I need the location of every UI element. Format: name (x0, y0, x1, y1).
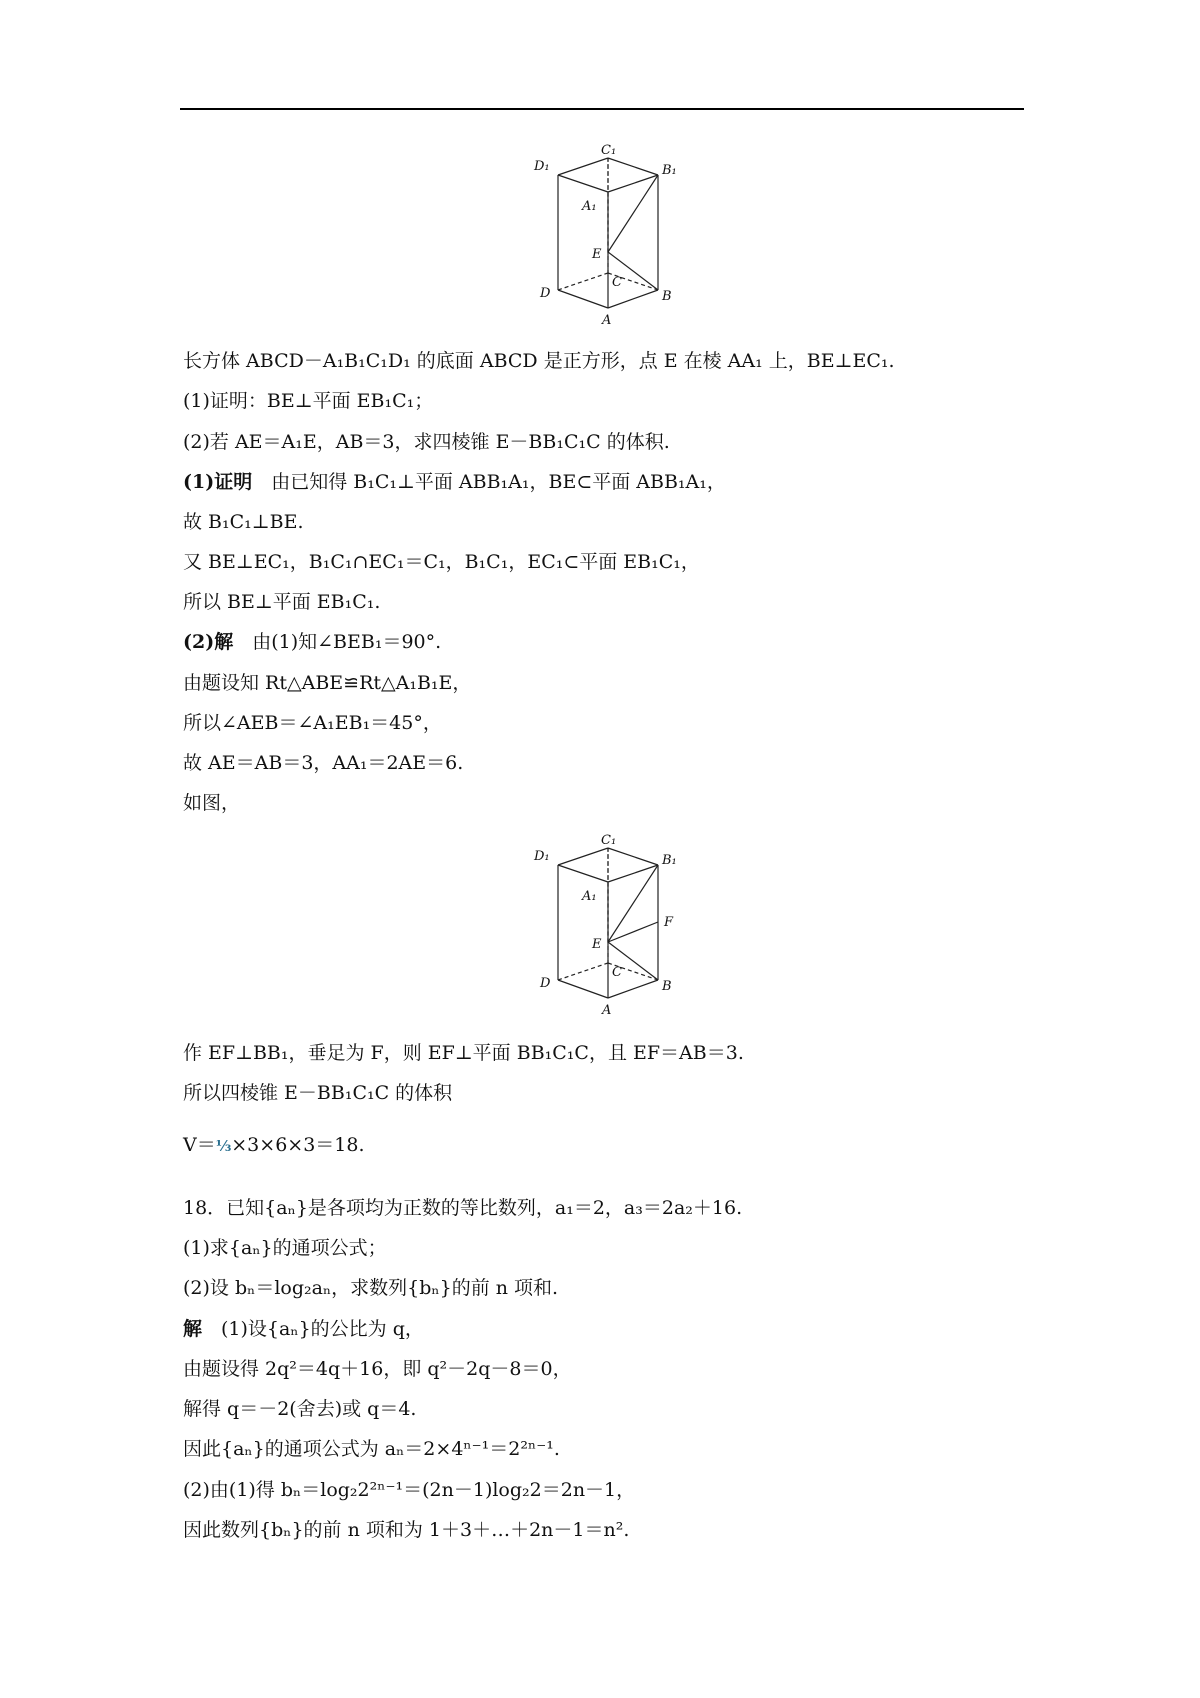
volume-formula (183, 1133, 365, 1158)
line-text: (1)证明：BE⊥平面 EB₁C₁； (183, 390, 434, 412)
header-rule (180, 108, 1024, 110)
label-f: F (664, 915, 674, 930)
label-b: B (662, 979, 672, 994)
solution-line-3 (183, 711, 442, 735)
line-text: 故 B₁C₁⊥BE. (183, 511, 304, 533)
proof-line-2 (183, 510, 304, 534)
label-a: A (602, 313, 612, 328)
label-c1: C₁ (601, 833, 617, 848)
proof-line-4 (183, 590, 380, 614)
p18-solution-line-2 (183, 1357, 572, 1381)
line-text: 由题设得 2q²＝4q＋16，即 q²－2q－8＝0， (183, 1358, 572, 1380)
line-text: (2)由(1)得 bₙ＝log₂2²ⁿ⁻¹＝(2n－1)log₂2＝2n－1， (183, 1479, 636, 1501)
proof-heading: (1)证明 (183, 471, 253, 493)
line-text: (2)设 bₙ＝log₂aₙ，求数列{bₙ}的前 n 项和. (183, 1277, 559, 1299)
line-text: 长方体 ABCD－A₁B₁C₁D₁ 的底面 ABCD 是正方形，点 E 在棱 AA₁ 上，BE⊥EC₁. (183, 350, 895, 372)
line-text: ×3×6×3＝18. (231, 1134, 365, 1156)
line-text: 由题设知 Rt△ABE≌Rt△A₁B₁E， (183, 672, 472, 694)
problem-18-statement (183, 1196, 742, 1220)
line-text: 所以 BE⊥平面 EB₁C₁. (183, 591, 381, 613)
label-a: A (602, 1003, 612, 1018)
fraction-one-third: ⅓ (215, 1137, 232, 1155)
line-text: 因此数列{bₙ}的前 n 项和为 1＋3＋…＋2n－1＝n². (183, 1519, 630, 1541)
label-c: C (612, 275, 622, 290)
label-d: D (540, 286, 551, 301)
label-a1: A₁ (582, 889, 597, 904)
label-d: D (540, 976, 551, 991)
proof-line-1 (183, 470, 726, 494)
label-c: C (612, 965, 622, 980)
label-a1: A₁ (582, 199, 597, 214)
label-e: E (592, 937, 602, 952)
label-b1: B₁ (662, 163, 677, 178)
problem-statement (183, 349, 895, 373)
p18-solution-line-5 (183, 1478, 635, 1502)
p18-solution-line-1 (183, 1317, 424, 1341)
figure-2-cuboid (520, 830, 700, 1030)
line-text: 又 BE⊥EC₁，B₁C₁∩EC₁＝C₁，B₁C₁，EC₁⊂平面 EB₁C₁， (183, 551, 700, 573)
p18-solution-line-3 (183, 1397, 416, 1421)
part-2-question (183, 430, 670, 454)
line-text: 18．已知{aₙ}是各项均为正数的等比数列，a₁＝2，a₃＝2a₂＋16. (183, 1197, 743, 1219)
line-text: (1)求{aₙ}的通项公式； (183, 1237, 387, 1259)
label-e: E (592, 247, 602, 262)
label-c1: C₁ (601, 143, 617, 158)
label-d1: D₁ (534, 849, 550, 864)
p18-solution-line-4 (183, 1437, 560, 1461)
problem-18-part-2 (183, 1276, 558, 1300)
p18-solution-line-6 (183, 1518, 629, 1542)
label-b1: B₁ (662, 853, 677, 868)
line-text: (2)若 AE＝A₁E，AB＝3，求四棱锥 E－BB₁C₁C 的体积. (183, 431, 670, 453)
solution-line-5 (183, 791, 240, 815)
problem-18-part-1 (183, 1236, 387, 1260)
label-b: B (662, 289, 672, 304)
line-text: 解得 q＝－2(舍去)或 q＝4. (183, 1398, 417, 1420)
proof-line-3 (183, 550, 700, 574)
solution-line-2 (183, 671, 471, 695)
solution-line-7 (183, 1081, 452, 1105)
solution-line-6 (183, 1041, 744, 1065)
line-text: V＝ (183, 1134, 216, 1156)
figure-1-cuboid (520, 140, 700, 340)
figure-1-svg (520, 140, 700, 340)
line-text: 如图， (183, 792, 241, 814)
line-text: 所以∠AEB＝∠A₁EB₁＝45°， (183, 712, 442, 734)
line-text: 由已知得 B₁C₁⊥平面 ABB₁A₁，BE⊂平面 ABB₁A₁， (252, 471, 726, 493)
solution-line-1 (183, 630, 441, 654)
line-text: 所以四棱锥 E－BB₁C₁C 的体积 (183, 1082, 453, 1104)
line-text: 因此{aₙ}的通项公式为 aₙ＝2×4ⁿ⁻¹＝2²ⁿ⁻¹. (183, 1438, 560, 1460)
solution-heading: 解 (183, 1318, 203, 1340)
part-1-question (183, 389, 433, 413)
solution-line-4 (183, 751, 463, 775)
line-text: 作 EF⊥BB₁，垂足为 F，则 EF⊥平面 BB₁C₁C，且 EF＝AB＝3. (183, 1042, 744, 1064)
label-d1: D₁ (534, 159, 550, 174)
line-text: 故 AE＝AB＝3，AA₁＝2AE＝6. (183, 752, 464, 774)
solution-heading: (2)解 (183, 631, 234, 653)
figure-2-svg (520, 830, 700, 1030)
line-text: 由(1)知∠BEB₁＝90°. (233, 631, 442, 653)
line-text: (1)设{aₙ}的公比为 q， (202, 1318, 424, 1340)
